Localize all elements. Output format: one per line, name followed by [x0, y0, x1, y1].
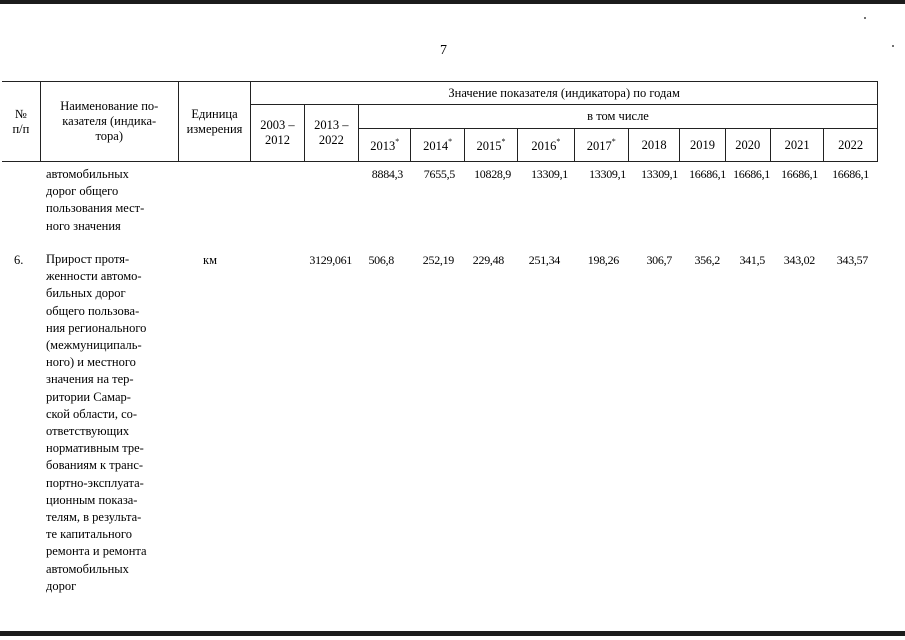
year-label: 2022 — [838, 137, 864, 152]
year-label: 2015 — [476, 139, 502, 154]
indicator-table-header — [2, 81, 878, 162]
value-2017: 198,26 — [587, 253, 619, 267]
header-name-cell — [40, 82, 178, 162]
header-year — [518, 129, 574, 162]
scan-speck — [864, 17, 866, 19]
header-no-cell — [2, 82, 40, 162]
value-2014: 252,19 — [422, 253, 454, 267]
header-including: в том числе — [359, 105, 878, 129]
page-bottom-edge — [0, 631, 905, 636]
name-line: дорог общего — [46, 184, 119, 199]
header-year — [680, 129, 725, 162]
header-values-title: Значение показателя (индикатора) по годам — [251, 82, 878, 105]
value-2021: 343,02 — [783, 253, 815, 267]
name-line: нормативным тре- — [46, 441, 144, 456]
page-top-edge — [0, 0, 905, 4]
name-line: телям, в результа- — [46, 510, 142, 525]
year-footnote-mark: * — [556, 137, 561, 147]
header-unit-cell — [178, 82, 251, 162]
name-line: ремонта и ремонта — [46, 544, 147, 559]
year-label: 2016 — [531, 139, 557, 154]
row-number: 6. — [14, 253, 24, 267]
value-2016: 13309,1 — [531, 167, 568, 181]
header-year — [574, 129, 628, 162]
header-year — [464, 129, 517, 162]
year-label: 2019 — [689, 137, 715, 152]
value-2019: 356,2 — [694, 253, 720, 267]
header-name-line: Наименование по- — [60, 99, 159, 113]
name-line: бильных дорог — [46, 286, 126, 301]
value-2019: 16686,1 — [689, 167, 726, 181]
header-year — [770, 129, 823, 162]
name-line: общего пользова- — [46, 303, 140, 318]
year-label: 2017 — [586, 139, 612, 154]
row-continuation-name — [46, 166, 144, 235]
name-line: те капитального — [46, 527, 132, 542]
header-year — [359, 129, 411, 162]
year-label: 2018 — [641, 137, 667, 152]
name-line: автомобильных — [46, 167, 129, 181]
name-line: женности автомо- — [46, 269, 142, 284]
header-no-line1: № — [14, 106, 27, 121]
value-2016: 251,34 — [528, 253, 560, 267]
name-line: значения на тер- — [46, 372, 134, 387]
value-2013: 8884,3 — [371, 167, 403, 181]
value-2022: 343,57 — [836, 253, 868, 267]
header-period-line: 2013 – — [314, 118, 349, 132]
name-line: пользования мест- — [46, 201, 145, 216]
year-footnote-mark: * — [611, 137, 616, 147]
header-name-line: казателя (индика- — [62, 114, 157, 128]
value-2015: 229,48 — [472, 253, 504, 267]
year-label: 2014 — [423, 139, 449, 154]
value-2020: 341,5 — [739, 253, 765, 267]
value-2018: 13309,1 — [641, 167, 678, 181]
header-period-1 — [251, 105, 304, 162]
value-2021: 16686,1 — [781, 167, 818, 181]
name-line: бованиям к транс- — [46, 458, 144, 473]
value-2014: 7655,5 — [423, 167, 455, 181]
name-line: ционным показа- — [46, 492, 138, 507]
header-year — [628, 129, 679, 162]
name-line: ответствующих — [46, 424, 130, 439]
name-line: автомобильных — [46, 561, 129, 576]
name-line: Прирост протя- — [46, 252, 130, 266]
name-line: (межмуниципаль- — [46, 338, 142, 353]
year-label: 2020 — [735, 137, 761, 152]
header-period-line: 2012 — [264, 133, 290, 147]
name-line: ного значения — [46, 218, 121, 233]
value-2018: 306,7 — [646, 253, 672, 267]
page-number: 7 — [440, 43, 447, 58]
header-unit-line: Единица — [191, 106, 238, 121]
header-period-2 — [304, 105, 358, 162]
value-2022: 16686,1 — [832, 167, 869, 181]
name-line: ного) и местного — [46, 355, 136, 370]
name-line: дорог — [46, 578, 77, 593]
value-2017: 13309,1 — [589, 167, 626, 181]
header-no-line2: п/п — [12, 121, 30, 136]
year-footnote-mark: * — [395, 137, 400, 147]
header-period-line: 2003 – — [260, 118, 295, 132]
name-line: ской области, со- — [46, 406, 138, 421]
header-year — [411, 129, 464, 162]
year-label: 2013 — [370, 139, 396, 154]
header-name-line: тора) — [95, 129, 124, 143]
year-footnote-mark: * — [501, 137, 506, 147]
header-unit-line: измерения — [186, 121, 243, 136]
year-label: 2021 — [784, 137, 810, 152]
name-line: портно-эксплуата- — [46, 475, 144, 490]
value-2015: 10828,9 — [474, 167, 511, 181]
year-footnote-mark: * — [448, 137, 453, 147]
name-line: ния регионального — [46, 320, 147, 335]
value-period-2: 3129,061 — [309, 253, 352, 267]
header-period-line: 2022 — [318, 133, 344, 147]
header-year — [824, 129, 878, 162]
value-2020: 16686,1 — [733, 167, 770, 181]
unit-value: км — [203, 253, 217, 267]
scan-speck — [892, 45, 894, 47]
row-6-name — [46, 251, 147, 595]
value-2013: 506,8 — [368, 253, 394, 267]
header-year — [725, 129, 770, 162]
name-line: ритории Самар- — [46, 389, 131, 404]
